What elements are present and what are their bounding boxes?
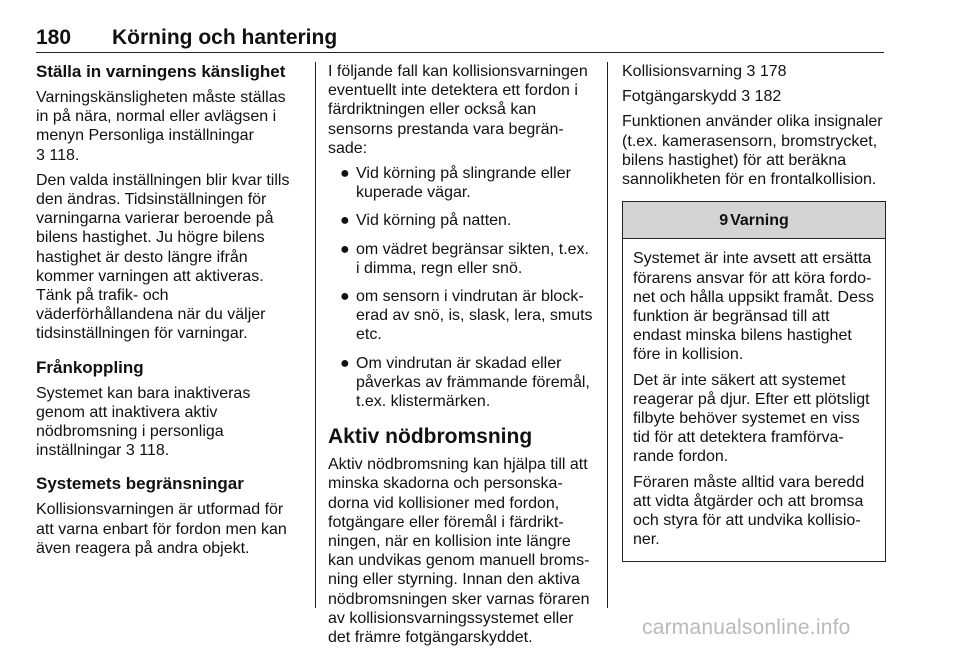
page-reference-link[interactable]: 118. xyxy=(139,442,170,460)
paragraph-timing: Den valda inställningen blir kvar tills den ändras. Tidsinställningen för varningarna varierar beroende på bilens hastighet. Ju högre bilens hastighet är desto längre ifrån kommer varningen att aktiveras. Tänk på trafik- och väderförhållandena när du väljer tidsinställningen för varningar. xyxy=(36,171,290,343)
section-title-emergency-braking: Aktiv nödbromsning xyxy=(328,425,533,449)
page-number: 180 xyxy=(36,26,72,49)
paragraph-function: Funktionen använder olika insignaler (t.ex. kamerasensorn, bromstrycket, bilens hastighet) för att beräkna sannolikheten för en frontalkollision. xyxy=(622,113,883,189)
list-item-text: Om vindrutan är skadad eller påverkas av främmande föremål, t.ex. klistermärken. xyxy=(356,354,590,411)
cross-reference-text: Fotgängarskydd xyxy=(622,88,737,106)
page-header xyxy=(36,20,884,54)
cross-reference-text: Kollisionsvarning xyxy=(622,63,743,80)
page-reference-link[interactable]: 178 xyxy=(759,63,787,80)
list-item-text: om sensorn i vindrutan är blockerad av snö, is, slask, lera, smuts etc. xyxy=(356,288,593,344)
warning-box xyxy=(622,201,886,562)
list-item xyxy=(328,164,596,202)
column-divider-1 xyxy=(315,62,316,608)
page-reference-link[interactable]: 118. xyxy=(49,146,80,164)
paragraph-emergency-braking: Aktiv nödbromsning kan hjälpa till att minska skadorna och personskadorna vid kollisioner med fordon, fotgängare eller föremål i färdriktningen, när en kollision inte längre kan undvikas genom manuell bromsning eller styrning. Innan den aktiva nödbromsningen sker varnas föraren av kollisionsvarningssystemet eller det främre fotgängarskyddet. xyxy=(328,456,590,647)
page-reference-link[interactable]: 182 xyxy=(754,88,782,106)
paragraph-limitations: Kollisionsvarningen är utformad för att varna enbart för fordon men kan även reagera på andra objekt. xyxy=(36,501,287,557)
cross-reference-pedestrian-protection xyxy=(622,87,886,106)
list-item xyxy=(328,354,596,412)
section-heading-deactivation: Frånkoppling xyxy=(36,357,144,377)
paragraph-text: Systemet kan bara inaktiveras genom att inaktivera aktiv nödbromsning i personliga inställningar xyxy=(36,384,251,460)
paragraph-sensitivity xyxy=(36,88,298,165)
section-heading-limitations: Systemets begränsningar xyxy=(36,474,244,494)
list-item-text: om vädret begränsar sikten, t.ex. i dimma, regn eller snö. xyxy=(356,240,589,277)
header-divider xyxy=(36,52,884,53)
warning-body xyxy=(623,239,885,561)
list-item xyxy=(328,240,596,278)
warning-header xyxy=(623,202,885,239)
watermark: carmanualsonline.info xyxy=(642,616,851,639)
list-item xyxy=(328,287,596,345)
column-3 xyxy=(622,62,886,562)
warning-paragraph: Systemet är inte avsett att ersätta förarens ansvar för att köra fordonet och hålla uppsikt framåt. Dess funktion är begränsad till att endast minska bilens hastighet före in kollision. xyxy=(633,250,875,364)
bullet-icon: ● xyxy=(340,354,350,372)
list-item-text: Vid körning på slingrande eller kuperade vägar. xyxy=(356,165,571,202)
page-reference-arrow-icon: 3 xyxy=(746,63,756,80)
section-heading-sensitivity: Ställa in varningens känslighet xyxy=(36,62,286,81)
warning-title: Varning xyxy=(730,212,789,230)
bullet-icon: ● xyxy=(340,212,350,230)
paragraph-conditions-intro: I följande fall kan kollisionsvarningen eventuellt inte detektera ett fordon i färdriktningen eller också kan sensorns prestanda vara begränsade: xyxy=(328,63,588,157)
list-item-text: Vid körning på natten. xyxy=(356,212,512,230)
column-2 xyxy=(328,62,596,653)
column-1 xyxy=(36,62,298,564)
list-item xyxy=(328,211,596,230)
bullet-icon: ● xyxy=(340,288,350,306)
warning-triangle-icon: 9 xyxy=(719,212,729,230)
warning-paragraph: Föraren måste alltid vara beredd att vidta åtgärder och att bromsa och styra för att undvika kollisioner. xyxy=(633,473,865,549)
paragraph-deactivation xyxy=(36,384,298,461)
page-reference-arrow-icon: 3 xyxy=(125,442,135,460)
paragraph-text: Varningskänsligheten måste ställas in på nära, normal eller avlägsen i menyn Personliga inställningar xyxy=(36,89,286,145)
column-divider-2 xyxy=(607,62,608,608)
cross-reference-collision-warning xyxy=(622,62,886,81)
page-reference-arrow-icon: 3 xyxy=(36,146,45,164)
bullet-icon: ● xyxy=(340,240,350,258)
warning-paragraph: Det är inte säkert att systemet reagerar på djur. Efter ett plötsligt filbyte behöver systemet en viss tid för att detektera framförvarande fordon. xyxy=(633,371,870,466)
conditions-list xyxy=(328,164,596,411)
chapter-title: Körning och hantering xyxy=(112,26,338,49)
page-reference-arrow-icon: 3 xyxy=(741,88,751,106)
bullet-icon: ● xyxy=(340,165,350,183)
